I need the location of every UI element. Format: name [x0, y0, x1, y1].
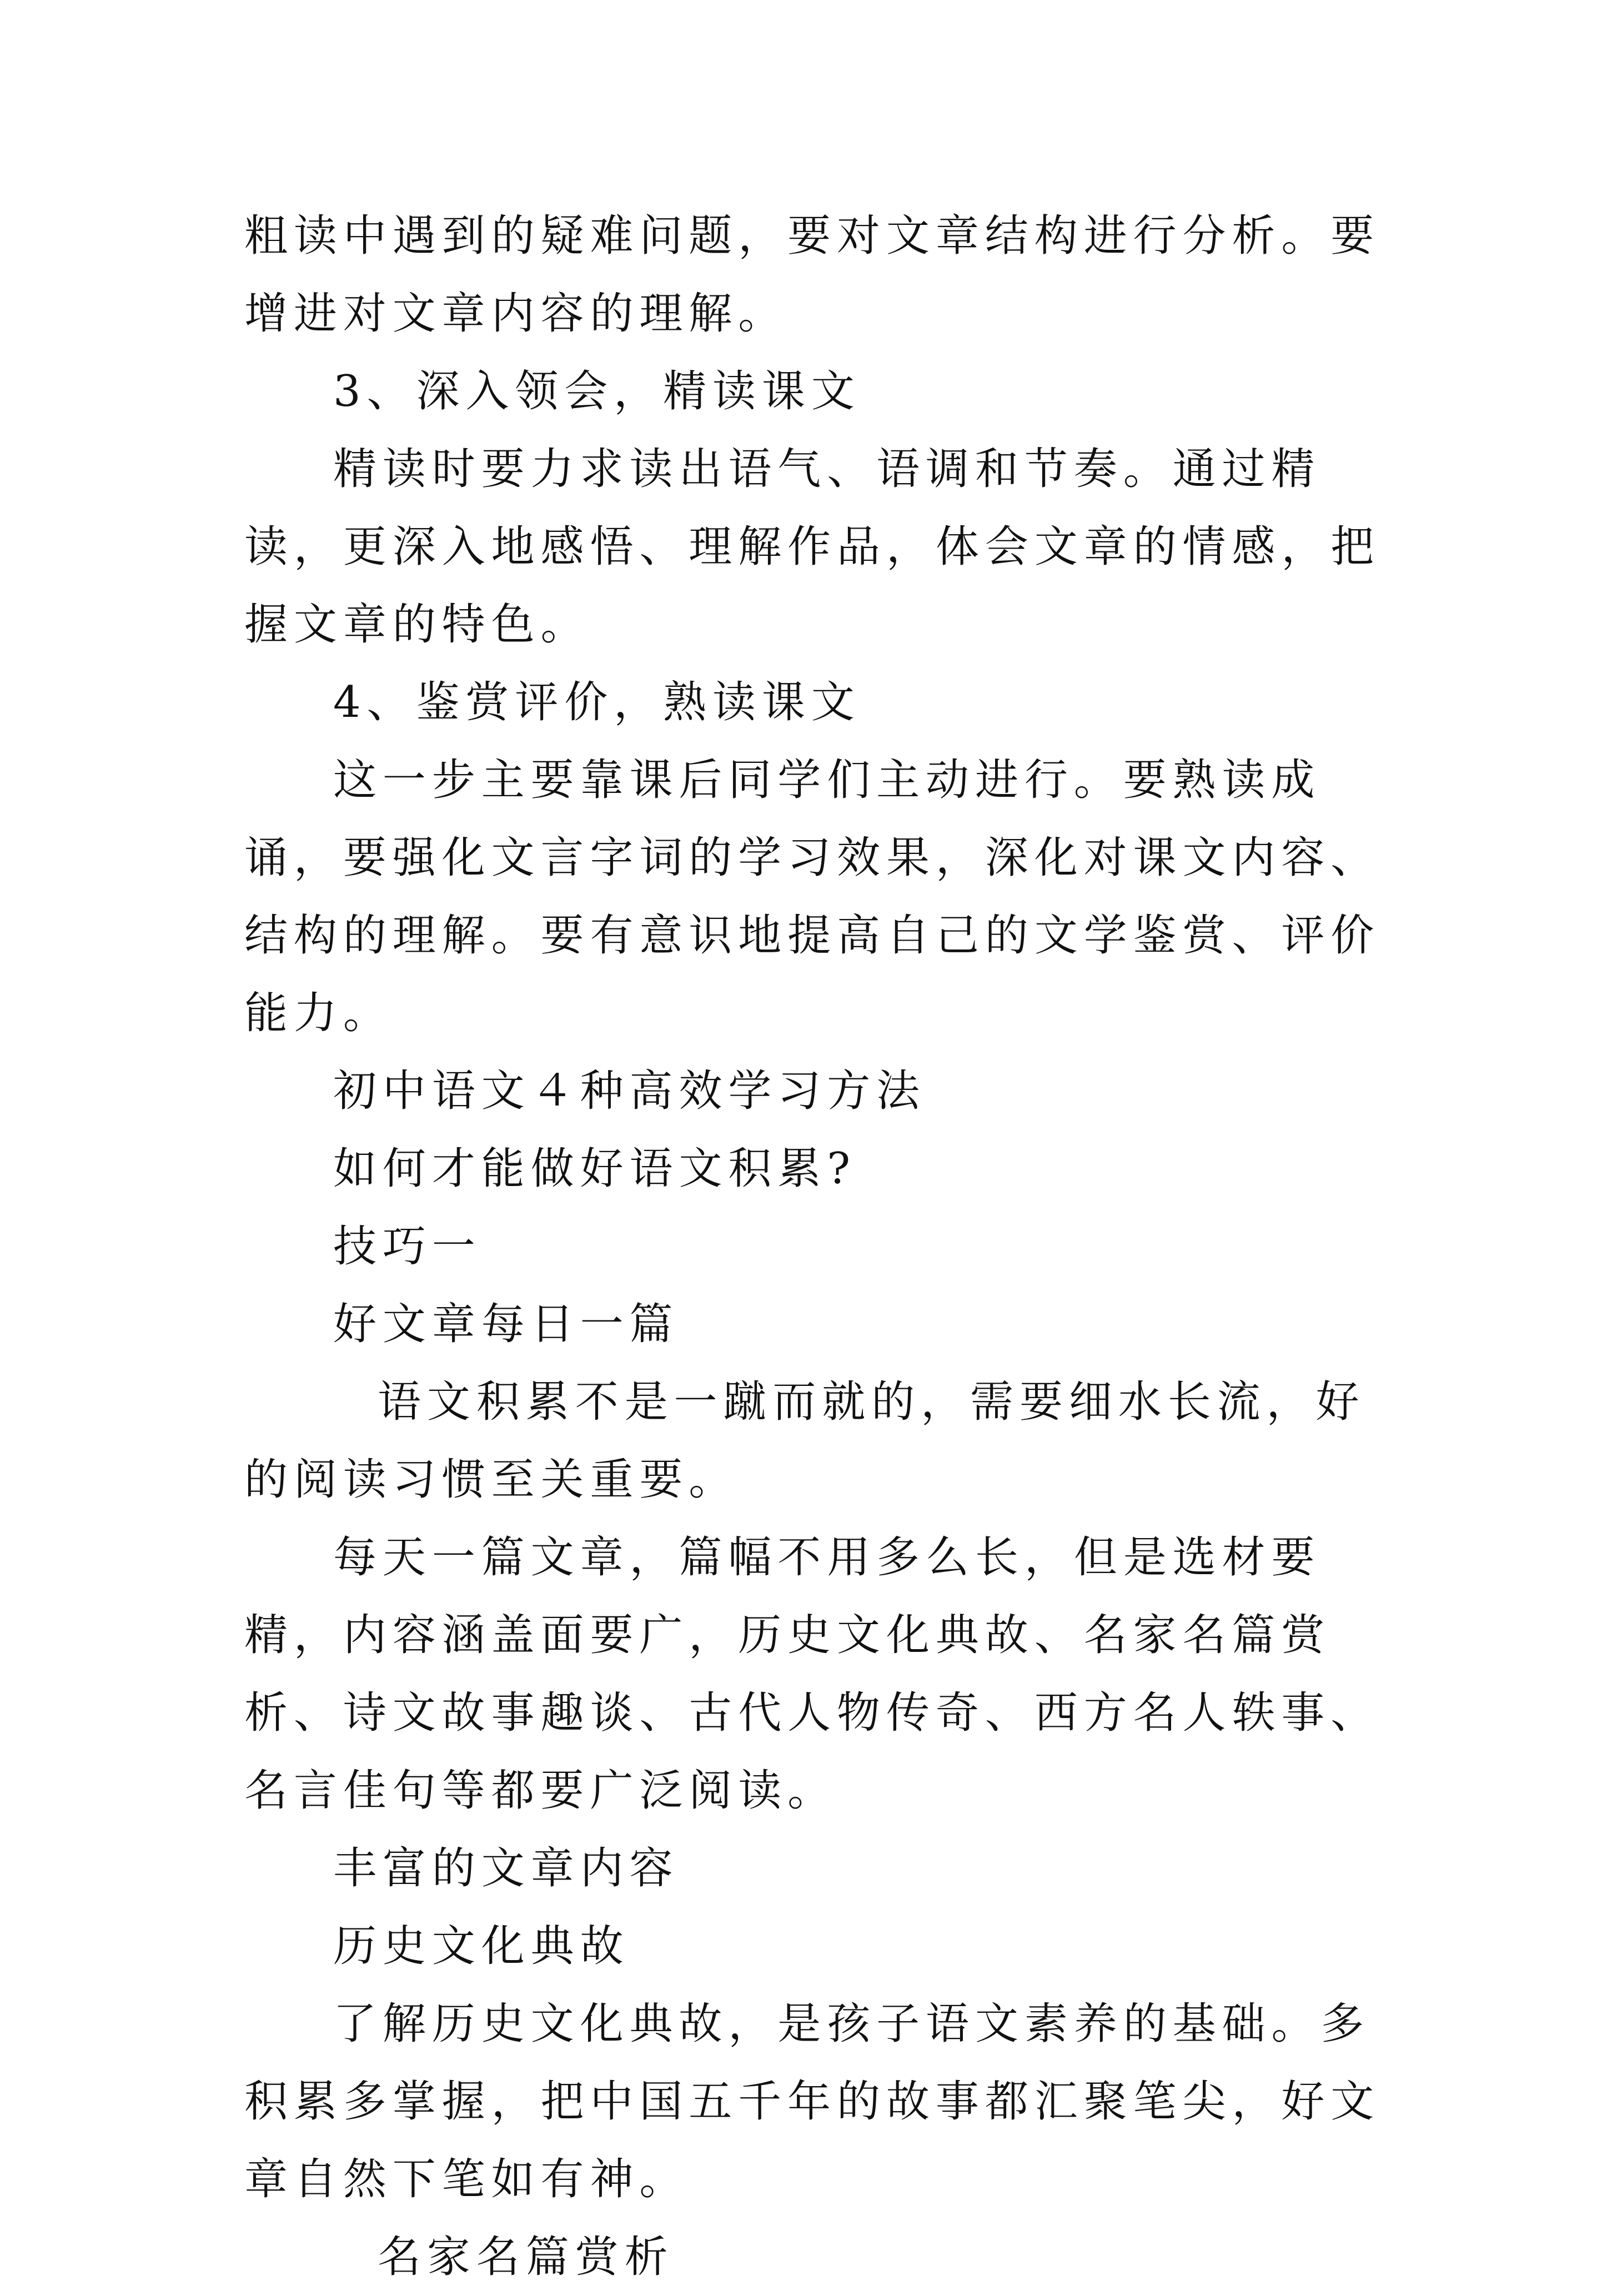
section-title: 初中语文４种高效学习方法 [333, 1066, 926, 1116]
tip-heading: 技巧一 [333, 1222, 481, 1272]
paragraph-5: 每天一篇文章，篇幅不用多么长，但是选材要精，内容涵盖面要广，历史文化典故、名家名篇赏析、诗文故事趣谈、古代人物传奇、西方名人轶事、名言佳句等都要广泛阅读。 [244, 1533, 1380, 1816]
question-heading: 如何才能做好语文积累? [333, 1144, 856, 1194]
subheading-famous-works: 名家名篇赏析 [378, 2232, 674, 2282]
heading-step-3: 3、深入领会，精读课文 [333, 366, 861, 416]
paragraph-2: 精读时要力求读出语气、语调和节奏。通过精读，更深入地感悟、理解作品，体会文章的情感，把握文章的特色。 [244, 444, 1380, 650]
paragraph-3: 这一步主要靠课后同学们主动进行。要熟读成诵，要强化文言字词的学习效果，深化对课文内容、结构的理解。要有意识地提高自己的文学鉴赏、评价能力。 [244, 755, 1380, 1038]
paragraph-1: 粗读中遇到的疑难问题，要对文章结构进行分析。要增进对文章内容的理解。 [244, 211, 1380, 339]
heading-step-4: 4、鉴赏评价，熟读课文 [333, 677, 861, 727]
paragraph-4: 语文积累不是一蹴而就的，需要细水长流，好的阅读习惯至关重要。 [244, 1377, 1365, 1505]
paragraph-6: 了解历史文化典故，是孩子语文素养的基础。多积累多掌握，把中国五千年的故事都汇聚笔尖，好文章自然下笔如有神。 [244, 1999, 1380, 2204]
document-body [244, 197, 1388, 2296]
tip-title: 好文章每日一篇 [333, 1299, 679, 1349]
subheading-content: 丰富的文章内容 [333, 1843, 679, 1893]
subheading-history: 历史文化典故 [333, 1921, 630, 1971]
